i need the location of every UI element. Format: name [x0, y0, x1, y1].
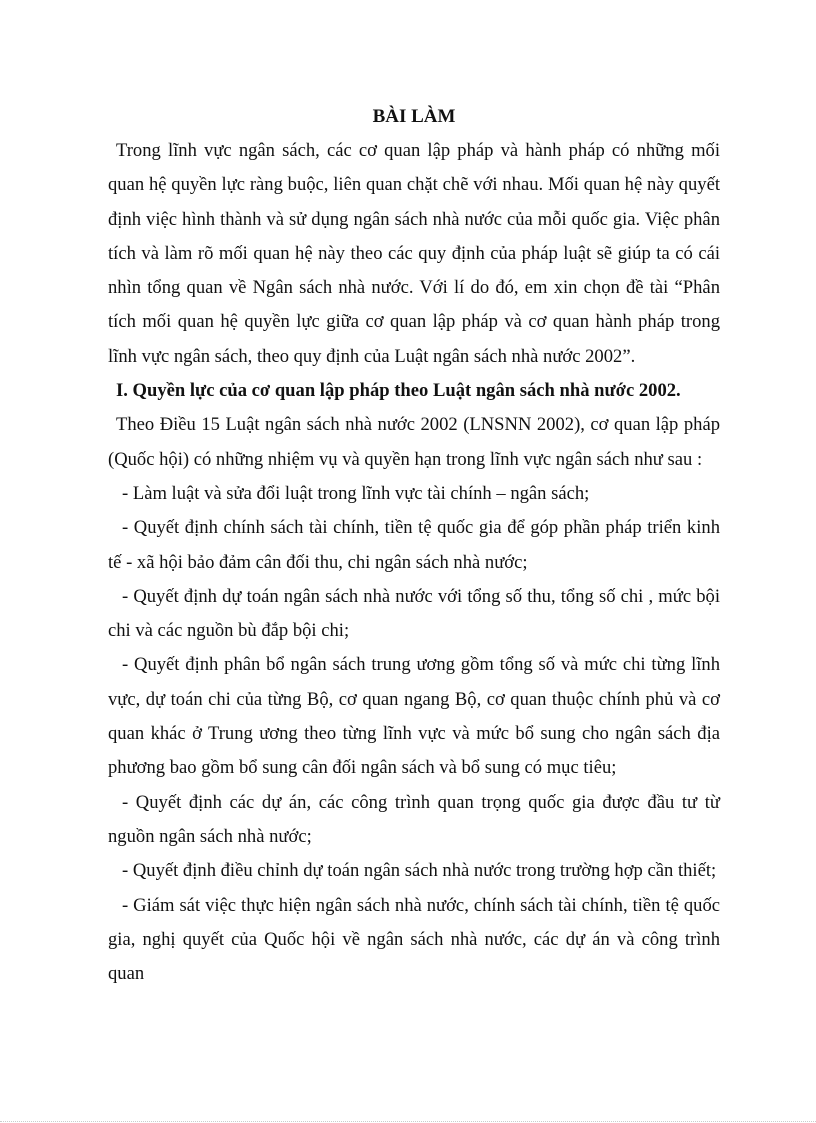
- list-item: - Quyết định điều chỉnh dự toán ngân sách nhà nước trong trường hợp cần thiết;: [122, 860, 717, 882]
- section-intro-paragraph: Theo Điều 15 Luật ngân sách nhà nước 2002 (LNSNN 2002), cơ quan lập pháp (Quốc hội) có những nhiệm vụ và quyền hạn trong lĩnh vực ngân sách như sau :: [108, 414, 720, 470]
- list-item: - Làm luật và sửa đổi luật trong lĩnh vực tài chính – ngân sách;: [122, 482, 590, 504]
- section-heading: I. Quyền lực của cơ quan lập pháp theo Luật ngân sách nhà nước 2002.: [116, 380, 681, 402]
- document-title: BÀI LÀM: [372, 106, 456, 127]
- page-bottom-divider: [0, 1121, 816, 1122]
- document-page: [108, 100, 720, 991]
- intro-paragraph: Trong lĩnh vực ngân sách, các cơ quan lập pháp và hành pháp có những mối quan hệ quyền lực ràng buộc, liên quan chặt chẽ với nhau. Mối quan hệ này quyết định việc hình thành và sử dụng ngân sách nhà nước của mỗi quốc gia. Việc phân tích và làm rõ mối quan hệ này theo các quy định của pháp luật sẽ giúp ta có cái nhìn tổng quan về Ngân sách nhà nước. Với lí do đó, em xin chọn đề tài “Phân tích mối quan hệ quyền lực giữa cơ quan lập pháp và cơ quan hành pháp trong lĩnh vực ngân sách, theo quy định của Luật ngân sách nhà nước 2002”.: [108, 140, 720, 367]
- list-item: - Quyết định dự toán ngân sách nhà nước với tổng số thu, tổng số chi , mức bội chi và các nguồn bù đắp bội chi;: [108, 585, 720, 642]
- list-item: - Giám sát việc thực hiện ngân sách nhà nước, chính sách tài chính, tiền tệ quốc gia, nghị quyết của Quốc hội về ngân sách nhà nước, các dự án và công trình quan: [108, 894, 720, 985]
- list-item: - Quyết định chính sách tài chính, tiền tệ quốc gia để góp phần pháp triển kinh tế - xã hội bảo đảm cân đối thu, chi ngân sách nhà nước;: [108, 517, 720, 573]
- list-item: - Quyết định các dự án, các công trình quan trọng quốc gia được đầu tư từ nguồn ngân sách nhà nước;: [108, 791, 720, 847]
- list-item: - Quyết định phân bổ ngân sách trung ương gồm tổng số và mức chi từng lĩnh vực, dự toán chi của từng Bộ, cơ quan ngang Bộ, cơ quan thuộc chính phủ và cơ quan khác ở Trung ương theo từng lĩnh vực và mức bổ sung cho ngân sách địa phương bao gồm bổ sung cân đối ngân sách và bổ sung có mục tiêu;: [108, 654, 720, 779]
